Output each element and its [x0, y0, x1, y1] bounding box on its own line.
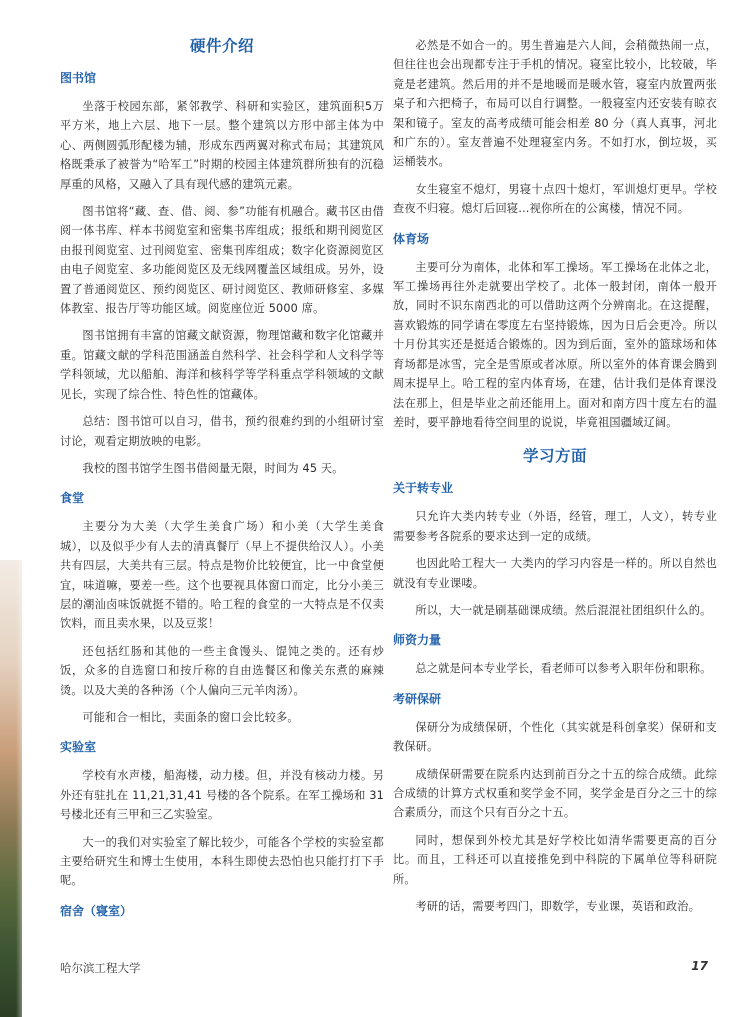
study-title: 学习方面 — [522, 447, 587, 466]
postgrad-paragraph: 同时，想保到外校尤其是好学校比如清华需要更高的百分比。而且，工科还可以直接推免到中科院的下属单位等科研院所。 — [393, 833, 717, 886]
dorm-paragraph: 必然是不如合一的。男生普遍是六人间，会稍微热闹一点，但往往也会出现都专注于手机的情况。寝室比较小，比较破，毕竟是老建筑。然后用的并不是地暖而是暖水管，寝室内放置两张桌子和六把椅子，布局可以自行调整。一般寝室内还安装有晾衣架和镜子。室友的高考成绩可能会相差 80 分（真人真事，河北和广东的）。室友普遍不处理寝室内务。不如打水，倒垃圾，买运桶装水。 — [393, 39, 717, 169]
left-column — [60, 36, 384, 930]
faculty-paragraph: 总之就是问本专业学长，看老师可以参考入职年份和职称。 — [415, 662, 712, 676]
faculty-heading: 师资力量 — [393, 633, 442, 648]
library-paragraph: 坐落于校园东部，紧邻教学、科研和实验区，建筑面积5万平方米，地上六层、地下一层。整个建筑以方形中部主体为中心、两侧圆弧形配楼为辅，形成东西两翼对称式布局；其建筑风格既秉承了被誉为“哈军工”时期的校园主体建筑群所独有的沉稳厚重的风格，又融入了具有现代感的建筑元素。 — [60, 100, 384, 191]
canteen-heading: 食堂 — [60, 491, 85, 506]
library-paragraph: 图书馆将“藏、查、借、阅、参”功能有机融合。藏书区由借阅一体书库、样本书阅览室和密集书库组成；报纸和期刊阅览区由报刊阅览室、过刊阅览室、密集刊库组成；数字化资源阅览区由电子阅览室、多功能阅览区及无线网覆盖区域组成。另外，设置了普通阅览区、预约阅览区、研讨阅览区、教师研修室、多媒体教室、报告厅等功能区域。阅览座位近 5000 席。 — [60, 205, 384, 316]
library-paragraph: 图书馆拥有丰富的馆藏文献资源，物理馆藏和数字化馆藏并重。馆藏文献的学科范围涵盖自然科学、社会科学和人文科学等学科领域，尤以船舶、海洋和核科学等学科重点学科领域的文献见长，实现了综合性、特色性的馆藏体。 — [60, 329, 384, 401]
transfer-paragraph: 所以，大一就是刷基础课成绩。然后混混社团组织什么的。 — [415, 603, 712, 617]
transfer-paragraph: 也因此哈工程大一 大类内的学习内容是一样的。所以自然也就没有专业课喽。 — [393, 557, 717, 590]
lab-paragraph: 大一的我们对实验室了解比较少，可能各个学校的实验室都主要给研究生和博士生使用，本科生即使去恐怕也只能打打下手呢。 — [60, 835, 384, 888]
page-number: 17 — [691, 959, 708, 973]
gym-heading: 体育场 — [393, 231, 430, 246]
canteen-paragraph: 主要分为大美（大学生美食广场）和小美（大学生美食城），以及似乎少有人去的清真餐厅（早上不提供给汉人）。小美共有四层，大美共有三层。特点是物价比较便宜，比一中食堂便宜，味道嘛，要差一些。这个也要视具体窗口而定，比分小美三层的潮汕卤味饭就挺不错的。哈工程的食堂的一大特点是不仅卖饮料，而且卖水果，以及豆浆！ — [60, 520, 384, 631]
postgrad-paragraph: 考研的话，需要考四门，即数学，专业课，英语和政治。 — [415, 900, 701, 913]
dorm-paragraph: 女生寝室不熄灯，男寝十点四十熄灯，军训熄灯更早。学校查夜不归寝。熄灯后回寝…视你所在的公寓楼，情况不同。 — [393, 182, 717, 216]
postgrad-paragraph: 成绩保研需要在院系内达到前百分之十五的综合成绩。此综合成绩的计算方式权重和奖学金不同，奖学金是百分之三十的综合素质分，而这个只有百分之十五。 — [393, 767, 717, 820]
library-heading: 图书馆 — [60, 71, 97, 85]
right-column — [393, 36, 717, 924]
postgrad-paragraph: 保研分为成绩保研，个性化（其实就是科创拿奖）保研和支教保研。 — [393, 720, 717, 754]
library-loan-note: 我校的图书馆学生图书借阅量无限，时间为 45 天。 — [82, 461, 344, 475]
decorative-photo-strip — [0, 560, 22, 1017]
transfer-paragraph: 只允许大类内转专业（外语，经管，理工，人文），转专业需要参考各院系的要求达到一定的成绩。 — [393, 510, 717, 543]
gym-paragraph: 主要可分为南体，北体和军工操场。军工操场在北体之北，军工操场再往外走就要出学校了。北体一般封闭，南体一般开放，同时不识东南西北的可以借助这两个分辨南北。在这提醒，喜欢锻炼的同学请在零度左右坚持锻炼，因为日后会更冷。所以十月份其实还是挺适合锻炼的。因为到后面，室外的篮球场和体育场都是冰雪，完全是雪原或者冰原。所以室外的体育课会腾到周末提早上。哈工程的室内体育场，在建，估计我们是体育课没法在那上，但是毕业之前还能用上。面对和南方四十度左右的温差时，要平静地看待空间里的说说，毕竟祖国疆域辽阔。 — [393, 260, 717, 429]
footer-university-name: 哈尔滨工程大学 — [60, 961, 141, 975]
canteen-paragraph: 可能和合一相比，卖面条的窗口会比较多。 — [82, 710, 299, 724]
canteen-paragraph: 还包括红肠和其他的一些主食馒头、馄饨之类的。还有炒饭，众多的自选窗口和按斤称的自由选餐区和像关东煮的麻辣烫。以及大美的各种汤（个人偏向三元羊肉汤）。 — [60, 644, 384, 697]
lab-paragraph: 学校有水声楼，船海楼，动力楼。但，并没有核动力楼。另外还有驻扎在 11,21,31,41 号楼的各个院系。在军工操场和 31 号楼北还有三甲和三乙实验室。 — [60, 769, 384, 822]
library-summary: 总结：图书馆可以自习，借书，预约很难约到的小组研讨室讨论，观看定期放映的电影。 — [60, 415, 384, 448]
dorm-heading: 宿舍（寝室） — [60, 903, 133, 918]
lab-heading: 实验室 — [60, 740, 97, 755]
transfer-heading: 关于转专业 — [393, 481, 454, 496]
hardware-title: 硬件介绍 — [189, 37, 254, 55]
postgrad-heading: 考研保研 — [393, 691, 442, 706]
